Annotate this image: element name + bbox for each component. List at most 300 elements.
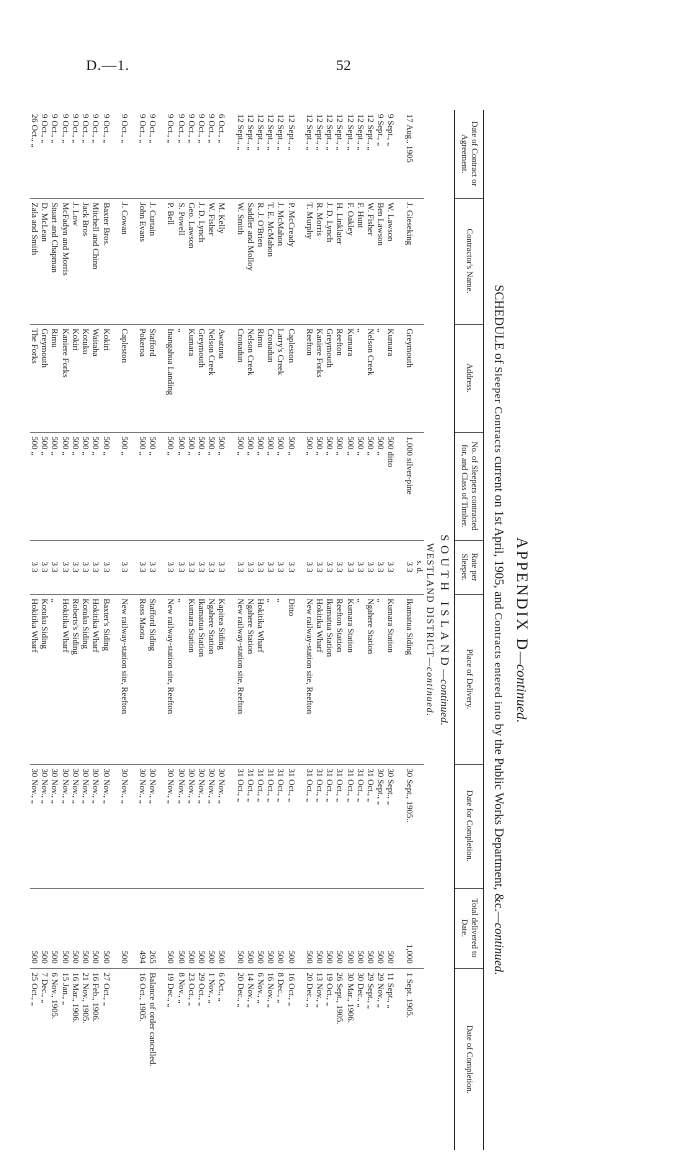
cell-rate: 3 3 (61, 540, 71, 594)
table-row (187, 110, 197, 1150)
cell-rate: 3 3 (305, 540, 315, 594)
cell-name: W. Smith (235, 198, 245, 324)
cell-name: P. Bell (166, 198, 176, 324)
cell-place: Ikamatua Station (197, 594, 207, 764)
cell-date: 12 Sept., „ (255, 114, 266, 151)
cell-total: 500 (101, 888, 111, 968)
table-row (120, 110, 130, 1150)
cell-name: John Evans (138, 198, 148, 324)
cell-name: R. J. O'Brien (256, 198, 266, 324)
cell-total: 500 (246, 888, 256, 968)
cell-done: 16 Nov., „ (266, 968, 276, 1150)
cell-place: Ngahere Station (246, 594, 256, 764)
cell-due: 30 Nov., „ (197, 764, 207, 888)
cell-name: R. Morris (315, 198, 325, 324)
cell-address: „ (176, 324, 186, 432)
cell-date: 12 Sept., „ (276, 114, 287, 151)
group-spacer (396, 110, 404, 1150)
cell-place: Ross Maota (138, 594, 148, 764)
cell-rate: 3 3 (246, 540, 256, 594)
col-header-completed: Date of Completion. (455, 968, 484, 1150)
cell-due: 30 Nov., „ (217, 764, 227, 888)
cell-due: 31 Oct., „ (345, 764, 355, 888)
cell-date: 9 Oct., „ (166, 114, 177, 144)
cell-name: Geo. Lawson (187, 198, 197, 324)
cell-name: P. McCready (286, 198, 296, 324)
cell-done: 21 Nov., 1905. (81, 968, 91, 1150)
cell-rate: 3 3 (266, 540, 276, 594)
cell-address: Reefton (305, 324, 315, 432)
cell-total: 500 (217, 888, 227, 968)
cell-name: J. Cowan (120, 198, 130, 324)
cell-total: 500 (315, 888, 325, 968)
cell-due: 30 Nov., „ (50, 764, 60, 888)
cell-date: 9 Oct., „ (196, 114, 207, 144)
section-district (424, 543, 434, 717)
cell-place: Kapitea Siding (217, 594, 227, 764)
cell-name: H. Linklater (335, 198, 345, 324)
cell-sleepers: 500 ditto (386, 432, 396, 540)
table-row (325, 110, 335, 1150)
cell-sleepers: 500 „ (276, 432, 286, 540)
cell-address: Stafford (148, 324, 158, 432)
cell-name: S. Powell (176, 198, 186, 324)
cell-rate: 3 3 (120, 540, 130, 594)
section-island-cell (439, 110, 455, 1150)
cell-done: 25 Oct., „ (30, 968, 40, 1150)
cell-due: 30 Nov., „ (71, 764, 81, 888)
cell-address: Kumara (345, 324, 355, 432)
cell-address: Awatuna (217, 324, 227, 432)
cell-due: 31 Oct., „ (325, 764, 335, 888)
cell-done: 20 Dec., „ (235, 968, 245, 1150)
cell-name: T. E. McMahon (266, 198, 276, 324)
cell-rate: 3 3 (286, 540, 296, 594)
cell-address: Kaniere Forks (61, 324, 71, 432)
col-header-place: Place of Delivery. (455, 594, 484, 764)
rotated-page-content (30, 110, 530, 1150)
cell-address: Inangahua Landing (166, 324, 176, 432)
cell-due: 30 Nov., „ (101, 764, 111, 888)
cell-rate: 3 3 (138, 540, 148, 594)
cell-due: 30 Sept., 1905.. (404, 764, 414, 888)
cell-address: Nelson Creek (246, 324, 256, 432)
cell-address: Nelson Creek (366, 324, 376, 432)
cell-due: 30 Nov., „ (187, 764, 197, 888)
cell-sleepers: 500 „ (286, 432, 296, 540)
cell-done: 30 Dec., „ (356, 968, 366, 1150)
cell-address: The Forks (30, 324, 40, 432)
cell-sleepers: 500 „ (325, 432, 335, 540)
cell-name: Jack Bros (81, 198, 91, 324)
table-row (207, 110, 217, 1150)
cell-place: Baxter's Siding (101, 594, 111, 764)
cell-address: Kotuku (81, 324, 91, 432)
cell-date: 12 Sept., „ (235, 114, 246, 151)
group-spacer (112, 110, 120, 1150)
cell-sleepers: 500 „ (345, 432, 355, 540)
cell-total: 500 (71, 888, 81, 968)
cell-date: 26 Oct., „ (30, 114, 41, 148)
cell-total: 500 (50, 888, 60, 968)
cell-due: 30 Nov., „ (120, 764, 130, 888)
table-row (276, 110, 286, 1150)
cell-sleepers: 500 „ (91, 432, 101, 540)
cell-date: 12 Sept., „ (365, 114, 376, 151)
cell-due: 30 Nov., „ (91, 764, 101, 888)
cell-rate: 3 3 (81, 540, 91, 594)
cell-place: „ (276, 594, 286, 764)
cell-done: 1 Sept. 1905. (404, 968, 414, 1150)
cell-place: Ikamatua Siding (404, 594, 414, 764)
cell-place: Reefton Station (335, 594, 345, 764)
section-district-suffix: —continued. (423, 657, 434, 717)
schedule-contracts: Contracts (492, 612, 504, 660)
cell-rate: 3 3 (366, 540, 376, 594)
col-header-delivered: Total delivered to Date. (455, 888, 484, 968)
table-row (30, 110, 40, 1150)
cell-date: 9 Sept., „ (376, 114, 387, 146)
cell-due: 31 Oct., „ (235, 764, 245, 888)
cell-sleepers: 500 „ (61, 432, 71, 540)
cell-done: 6 Nov., „ (256, 968, 266, 1150)
sleeper-contracts-table (30, 110, 484, 1150)
cell-total: 500 (266, 888, 276, 968)
cell-place: Hokitika Wharf (315, 594, 325, 764)
cell-place: New railway-station site, Reefton (166, 594, 176, 764)
cell-place: Kotuku Siding (40, 594, 50, 764)
section-island-text: SOUTH ISLAND (438, 534, 452, 670)
cell-due: 30 Nov., „ (176, 764, 186, 888)
cell-name: W. Fisher (366, 198, 376, 324)
cell-rate: 3 3 (217, 540, 227, 594)
table-row (404, 110, 414, 1150)
table-row (376, 110, 386, 1150)
cell-due: 30 Nov., „ (138, 764, 148, 888)
cell-total: 500 (81, 888, 91, 968)
cell-rate: 3 3 (197, 540, 207, 594)
cell-done: Balance of order cancelled. (148, 968, 158, 1150)
cell-date: 9 Oct., „ (81, 114, 92, 144)
cell-done: 19 Dec., „ (166, 968, 176, 1150)
cell-sleepers: 500 „ (217, 432, 227, 540)
cell-place: Ikamatua Station (325, 594, 335, 764)
table-row (138, 110, 148, 1150)
cell-due: 30 Sept., „ (376, 764, 386, 888)
cell-sleepers: 1,000 silver-pine (404, 432, 414, 540)
table-row (235, 110, 245, 1150)
cell-date: 12 Sept., „ (245, 114, 256, 151)
cell-done: 20 Dec., „ (305, 968, 315, 1150)
cell-sleepers: 500 „ (376, 432, 386, 540)
cell-total: 500 (376, 888, 386, 968)
schedule-title (491, 110, 506, 1150)
cell-name: M. Kelly (217, 198, 227, 324)
cell-done: 13 Nov., „ (315, 968, 325, 1150)
section-island-suffix: —continued. (438, 669, 450, 726)
cell-total: 265 (148, 888, 158, 968)
cell-date: 9 Sept., „ (386, 114, 397, 146)
cell-done: 16 Oct., „ (286, 968, 296, 1150)
cell-done: 14 Nov., „ (246, 968, 256, 1150)
cell-done: 29 Oct., „ (197, 968, 207, 1150)
cell-due: 30 Nov., „ (207, 764, 217, 888)
cell-address: Reefton (335, 324, 345, 432)
page-reference: D.—1. (86, 58, 130, 74)
units-cell (415, 540, 424, 594)
cell-rate: 3 3 (356, 540, 366, 594)
cell-rate: 3 3 (276, 540, 286, 594)
group-spacer (297, 110, 305, 1150)
cell-total: 500 (187, 888, 197, 968)
cell-date: 9 Oct., „ (60, 114, 71, 144)
schedule-prefix: SCHEDULE (492, 284, 506, 351)
cell-date: 12 Sept., „ (345, 114, 356, 151)
cell-address: Cronadun (235, 324, 245, 432)
cell-address: Rimu (256, 324, 266, 432)
table-row (366, 110, 376, 1150)
cell-address: Greymouth (404, 324, 414, 432)
cell-date: 9 Oct., „ (70, 114, 81, 144)
cell-total: 500 (91, 888, 101, 968)
section-district-text: WESTLAND DISTRICT (423, 543, 434, 658)
cell-place: Kumara Station (386, 594, 396, 764)
cell-done (120, 968, 130, 1150)
cell-done: 26 Sept., 1905. (335, 968, 345, 1150)
table-row (315, 110, 325, 1150)
cell-place: „ (376, 594, 386, 764)
cell-place: Kumara Station (345, 594, 355, 764)
cell-date: 12 Sept., „ (286, 114, 297, 151)
units-row (415, 110, 424, 1150)
cell-due: 31 Oct., „ (246, 764, 256, 888)
cell-name: W. Fisher (207, 198, 217, 324)
cell-due: 31 Oct., „ (335, 764, 345, 888)
cell-address: Kokiri (71, 324, 81, 432)
table-row (305, 110, 315, 1150)
cell-done: 6 Nov., 1905. (50, 968, 60, 1150)
table-row (50, 110, 60, 1150)
cell-place: Ngahere Station (366, 594, 376, 764)
cell-total: 494 (138, 888, 148, 968)
table-row (81, 110, 91, 1150)
cell-address: Kokiri (101, 324, 111, 432)
table-row (197, 110, 207, 1150)
cell-total: 500 (366, 888, 376, 968)
cell-rate: 3 3 (40, 540, 50, 594)
col-header-rate: Rate per Sleeper. (455, 540, 484, 594)
section-island-row (439, 110, 455, 1150)
cell-date: 12 Sept., „ (266, 114, 277, 151)
cell-done: 1 Nov., „ (207, 968, 217, 1150)
cell-place: „ (176, 594, 186, 764)
cell-name: F. Hunt (356, 198, 366, 324)
cell-done: 6 Oct., „ (217, 968, 227, 1150)
cell-date: 9 Oct., „ (137, 114, 148, 144)
cell-sleepers: 500 „ (256, 432, 266, 540)
table-row (176, 110, 186, 1150)
table-row (256, 110, 266, 1150)
cell-done: 27 Oct., „ (101, 968, 111, 1150)
cell-total: 500 (386, 888, 396, 968)
cell-total: 500 (305, 888, 315, 968)
cell-name: Ben Lawson (376, 198, 386, 324)
cell-total: 500 (61, 888, 71, 968)
cell-total: 1,000 (404, 888, 414, 968)
cell-total: 500 (325, 888, 335, 968)
cell-date: 9 Oct., „ (186, 114, 197, 144)
cell-due: 30 Sept., „ (386, 764, 396, 888)
cell-total: 500 (176, 888, 186, 968)
col-header-address: Address. (455, 324, 484, 432)
cell-total: 500 (166, 888, 176, 968)
cell-rate: 3 3 (404, 540, 414, 594)
cell-name: Mitchell and Chinn (91, 198, 101, 324)
schedule-of: of (492, 353, 506, 364)
cell-due: 30 Nov., „ (81, 764, 91, 888)
cell-rate: 3 3 (376, 540, 386, 594)
cell-due: 30 Nov., „ (61, 764, 71, 888)
cell-done: 16 Feb., 1906. (91, 968, 101, 1150)
cell-place: Hokitika Wharf (256, 594, 266, 764)
cell-rate: 3 3 (101, 540, 111, 594)
cell-rate: 3 3 (187, 540, 197, 594)
cell-place: „ (50, 594, 60, 764)
cell-sleepers: 500 „ (246, 432, 256, 540)
cell-address: Greymouth (197, 324, 207, 432)
cell-address: Nelson Creek (207, 324, 217, 432)
cell-address: „ (376, 324, 386, 432)
cell-rate: 3 3 (345, 540, 355, 594)
table-body (30, 110, 455, 1150)
schedule-current: current on 1st April, 1905, and (492, 456, 506, 610)
cell-due: 30 Nov., „ (30, 764, 40, 888)
cell-total: 500 (40, 888, 50, 968)
cell-done: 15 Jan., „ (61, 968, 71, 1150)
cell-address: Kumara (187, 324, 197, 432)
table-row (246, 110, 256, 1150)
cell-date: 6 Oct., „ (217, 114, 228, 144)
cell-name: J. D. Lynch (197, 198, 207, 324)
cell-rate: 3 3 (166, 540, 176, 594)
cell-name: Stuart and Chapman (50, 198, 60, 324)
table-row (286, 110, 296, 1150)
col-header-name: Contractor's Name. (455, 198, 484, 324)
cell-name: J. McMahon (276, 198, 286, 324)
cell-place: Ngahere Station (207, 594, 217, 764)
cell-done: 11 Sept., „ (386, 968, 396, 1150)
cell-address: Greymouth (325, 324, 335, 432)
cell-address: Larry's Creek (276, 324, 286, 432)
cell-total: 500 (345, 888, 355, 968)
cell-place: New railway-station site, Reefton (235, 594, 245, 764)
cell-address: Waitaha (91, 324, 101, 432)
table-row (91, 110, 101, 1150)
cell-date: 9 Oct., „ (91, 114, 102, 144)
cell-rate: 3 3 (91, 540, 101, 594)
cell-sleepers: 500 „ (335, 432, 345, 540)
cell-place: New railway-station site, Reefton (305, 594, 315, 764)
group-spacer (227, 110, 235, 1150)
cell-total: 500 (197, 888, 207, 968)
cell-date: 12 Sept., „ (335, 114, 346, 151)
col-header-date: Date of Contract or Agreement. (455, 110, 484, 198)
table-row (335, 110, 345, 1150)
cell-due: 31 Oct., „ (266, 764, 276, 888)
cell-date: 12 Sept., „ (314, 114, 325, 151)
cell-total: 500 (335, 888, 345, 968)
cell-sleepers: 500 „ (176, 432, 186, 540)
cell-rate: 3 3 (256, 540, 266, 594)
cell-date: 9 Oct., „ (101, 114, 112, 144)
cell-name: T. Murphy (305, 198, 315, 324)
cell-done: 19 Oct., „ (325, 968, 335, 1150)
cell-address: Cronadun (266, 324, 276, 432)
cell-done: 8 Dec., „ (276, 968, 286, 1150)
cell-rate: 3 3 (148, 540, 158, 594)
unit-pence: d. (414, 567, 424, 574)
cell-date: 9 Oct., „ (50, 114, 61, 144)
cell-sleepers: 500 „ (187, 432, 197, 540)
cell-done: 29 Nov., „ (376, 968, 386, 1150)
cell-date: 9 Oct., „ (148, 114, 159, 144)
cell-sleepers: 500 „ (356, 432, 366, 540)
cell-done: 7 Dec., „ (40, 968, 50, 1150)
cell-date: 9 Oct., „ (40, 114, 51, 144)
cell-address: Kumara (386, 324, 396, 432)
cell-due: 31 Oct., „ (315, 764, 325, 888)
table-row (166, 110, 176, 1150)
cell-sleepers: 500 „ (50, 432, 60, 540)
table-row (266, 110, 276, 1150)
cell-date: 12 Sept., „ (355, 114, 366, 151)
cell-rate: 3 3 (315, 540, 325, 594)
cell-sleepers: 500 „ (166, 432, 176, 540)
col-header-sleepers: No. of Sleepers contracted for, and Class of Timber. (455, 432, 484, 540)
schedule-entered: entered into (492, 662, 504, 721)
cell-place: Hokitika Wharf (61, 594, 71, 764)
cell-rate: 3 3 (71, 540, 81, 594)
cell-total: 500 (207, 888, 217, 968)
cell-date: 9 Oct., „ (207, 114, 218, 144)
schedule-tail: by the Public Works Department, &c. (492, 723, 506, 912)
cell-total: 500 (276, 888, 286, 968)
schedule-tail-suffix: —continued. (492, 911, 506, 976)
cell-sleepers: 500 „ (235, 432, 245, 540)
cell-name: J. D. Lynch (325, 198, 335, 324)
page-number: 52 (336, 58, 351, 74)
cell-due: 31 Oct., „ (276, 764, 286, 888)
table-row (148, 110, 158, 1150)
cell-rate: 3 3 (50, 540, 60, 594)
appendix-title (512, 110, 530, 1150)
cell-rate: 3 3 (386, 540, 396, 594)
cell-sleepers: 500 „ (101, 432, 111, 540)
cell-due: 31 Oct., „ (305, 764, 315, 888)
cell-done: 29 Sept., „ (366, 968, 376, 1150)
cell-place: Hokitika Wharf (30, 594, 40, 764)
cell-due: 31 Oct., „ (286, 764, 296, 888)
cell-sleepers: 500 „ (40, 432, 50, 540)
table-row (40, 110, 50, 1150)
cell-address: Capleston (120, 324, 130, 432)
table-row (345, 110, 355, 1150)
cell-sleepers: 500 „ (71, 432, 81, 540)
table-row (217, 110, 227, 1150)
cell-due: 31 Oct., „ (366, 764, 376, 888)
cell-rate: 3 3 (235, 540, 245, 594)
table-row (71, 110, 81, 1150)
